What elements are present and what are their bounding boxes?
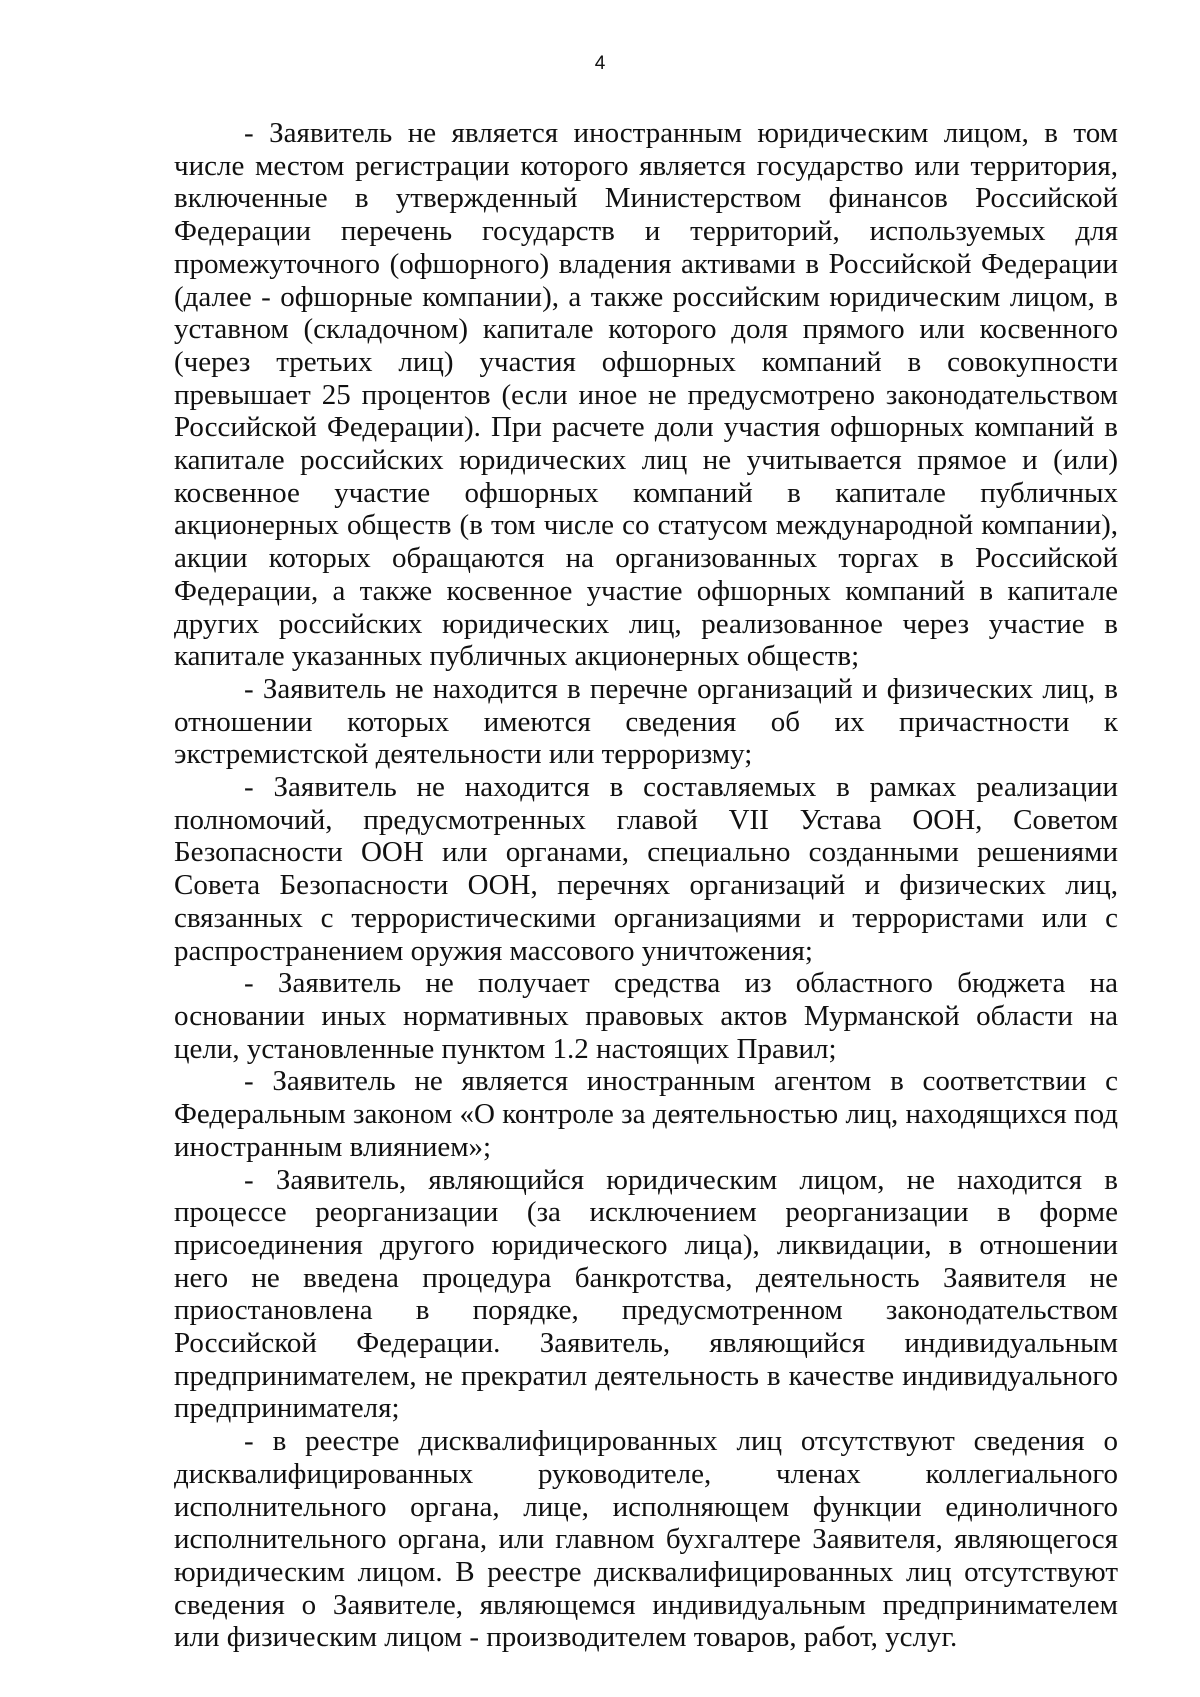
- paragraph-foreign-agent: - Заявитель не является иностранным агентом в соответствии с Федеральным законом «О контроле за деятельностью лиц, находящихся под иностранным влиянием»;: [174, 1065, 1118, 1163]
- paragraph-extremism-list: - Заявитель не находится в перечне организаций и физических лиц, в отношении которых имеются сведения об их причастности к экстремистской деятельности или терроризму;: [174, 672, 1118, 771]
- paragraph-reorganization-liquidation: - Заявитель, являющийся юридическим лицом, не находится в процессе реорганизации (за исключением реорганизации в форме присоединения другого юридического лица), ликвидации, в отношении него не введена процедура банкротства, деятельность Заявителя не приостановлена в порядке, предусмотренном законодательством Российской Федерации. Заявитель, являющийся индивидуальным предпринимателем, не прекратил деятельность в качестве индивидуального предпринимателя;: [174, 1163, 1118, 1425]
- paragraph-regional-budget-funds: - Заявитель не получает средства из областного бюджета на основании иных нормативных правовых актов Мурманской области на цели, установленные пунктом 1.2 настоящих Правил;: [174, 967, 1118, 1065]
- document-body: [174, 117, 1118, 1654]
- page-number: 4: [594, 53, 606, 74]
- paragraph-offshore-companies: - Заявитель не является иностранным юридическим лицом, в том числе местом регистрации которого является государство или территория, включенные в утвержденный Министерством финансов Российской Федерации перечень государств и территорий, используемых для промежуточного (офшорного) владения активами в Российской Федерации (далее - офшорные компании), а также российским юридическим лицом, в уставном (складочном) капитале которого доля прямого или косвенного (через третьих лиц) участия офшорных компаний в совокупности превышает 25 процентов (если иное не предусмотрено законодательством Российской Федерации). При расчете доли участия офшорных компаний в капитале российских юридических лиц не учитывается прямое и (или) косвенное участие офшорных компаний в капитале публичных акционерных обществ (в том числе со статусом международной компании), акции которых обращаются на организованных торгах в Российской Федерации, а также косвенное участие офшорных компаний в капитале других российских юридических лиц, реализованное через участие в капитале указанных публичных акционерных обществ;: [174, 117, 1118, 673]
- paragraph-disqualified-persons-registry: - в реестре дисквалифицированных лиц отсутствуют сведения о дисквалифицированных руководителе, членах коллегиального исполнительного органа, лице, исполняющем функции единоличного исполнительного органа, или главном бухгалтере Заявителя, являющегося юридическим лицом. В реестре дисквалифицированных лиц отсутствуют сведения о Заявителе, являющемся индивидуальным предпринимателем или физическим лицом - производителем товаров, работ, услуг.: [174, 1425, 1118, 1654]
- paragraph-un-security-council-lists: - Заявитель не находится в составляемых в рамках реализации полномочий, предусмотренных главой VII Устава ООН, Советом Безопасности ООН или органами, специально созданными решениями Совета Безопасности ООН, перечнях организаций и физических лиц, связанных с террористическими организациями и террористами или с распространением оружия массового уничтожения;: [174, 771, 1118, 967]
